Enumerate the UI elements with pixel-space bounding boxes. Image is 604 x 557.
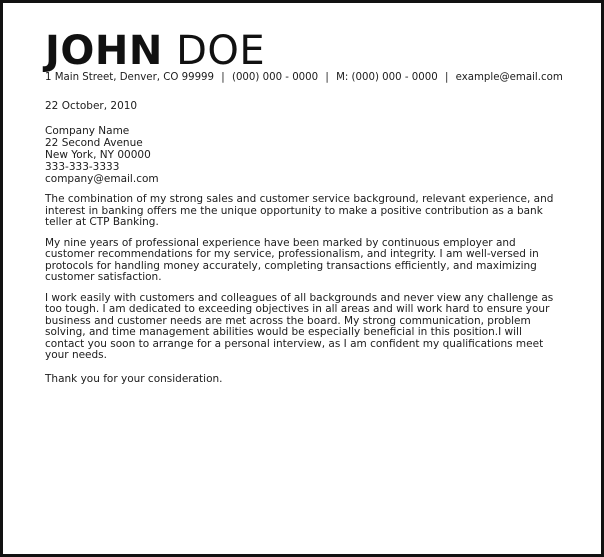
recipient-block — [45, 125, 560, 185]
body-paragraph: I work easily with customers and colleagues of all backgrounds and never view any challenge as too tough. I am dedicated to exceeding objectives in all areas and will work hard to ensure your business and customer needs are met across the board. My strong communication, problem solving, and time management abilities would be especially beneficial in this position.I will contact you soon to arrange for a personal interview, as I am confident my qualifications meet your needs. — [45, 291, 554, 361]
last-name: DOE — [176, 28, 266, 74]
closing-line: Thank you for your consideration. — [45, 372, 223, 385]
letter-date: 22 October, 2010 — [45, 100, 138, 112]
body-paragraph: The combination of my strong sales and customer service background, relevant experience, and interest in banking offers me the unique opportunity to make a positive contribution as a bank teller at CTP Banking. — [45, 193, 554, 228]
first-name: JOHN — [45, 28, 163, 74]
body-paragraph: My nine years of professional experience have been marked by continuous employer and customer recommendations for my service, professionalism, and integrity. I am well-versed in protocols for handling money accurately, completing transactions efficiently, and maximizing customer satisfaction. — [45, 236, 539, 283]
address-text: 1 Main Street, Denver, CO 99999 — [45, 72, 215, 83]
mobile-text: M: (000) 000 - 0000 — [336, 72, 438, 83]
recipient-phone: 333-333-3333 — [45, 161, 120, 173]
email-text: example@email.com — [455, 72, 563, 83]
phone-text: (000) 000 - 0000 — [231, 72, 319, 83]
separator: | — [221, 72, 225, 83]
recipient-city: New York, NY 00000 — [45, 149, 151, 161]
separator: | — [325, 72, 329, 83]
applicant-name — [45, 29, 560, 73]
recipient-company: Company Name — [45, 125, 130, 137]
separator: | — [444, 72, 449, 83]
letter-content — [45, 28, 563, 385]
recipient-street: 22 Second Avenue — [45, 137, 143, 149]
recipient-email: company@email.com — [45, 173, 159, 185]
contact-line — [45, 71, 563, 84]
